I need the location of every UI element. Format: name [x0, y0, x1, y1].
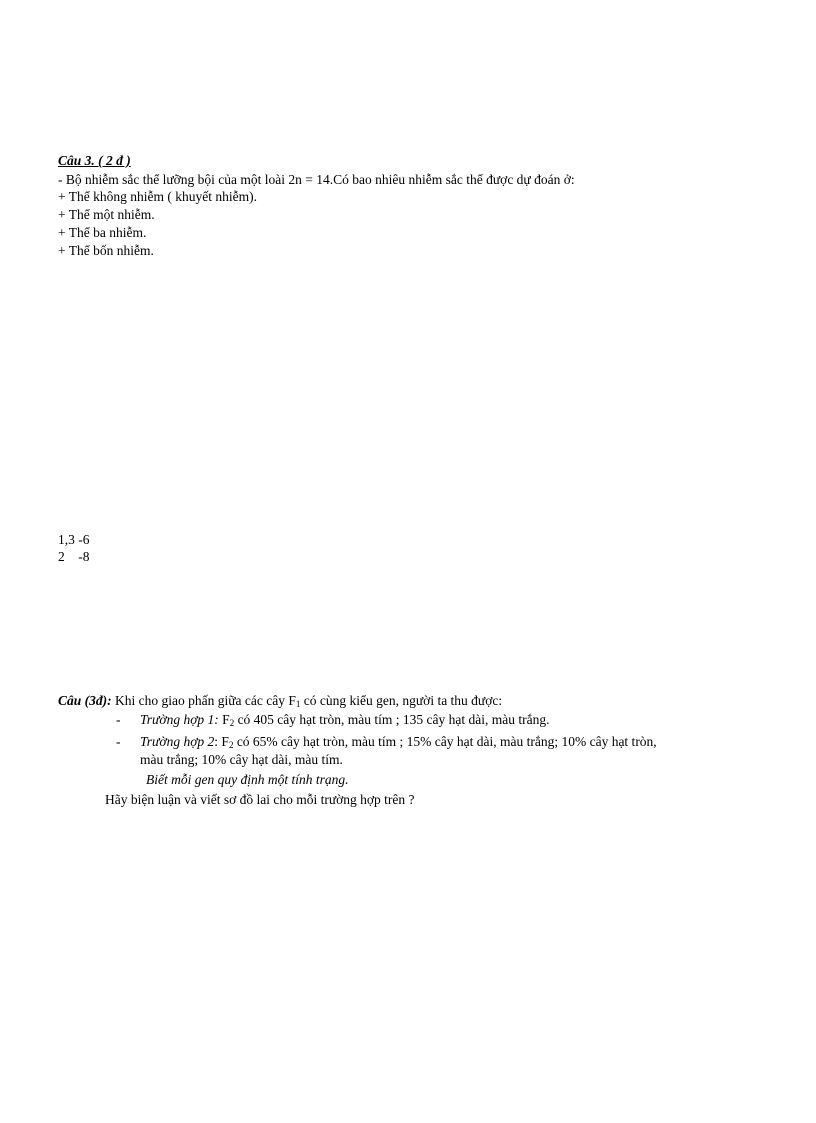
note-line: 1,3 -6 [58, 532, 90, 547]
question-3-item: + Thể ba nhiễm. [58, 225, 147, 240]
question-4-intro [58, 692, 502, 709]
note-line: 2 -8 [58, 549, 90, 564]
question-4-title: Câu (3đ): [58, 693, 112, 708]
case-text: có 405 cây hạt tròn, màu tím ; 135 cây hạt dài, màu trắng. [234, 712, 550, 727]
case-1-label: Trường hợp 1: [140, 712, 219, 727]
bullet-dash: - [116, 712, 121, 727]
question-3-item: + Thể không nhiễm ( khuyết nhiễm). [58, 189, 257, 204]
case-text: F [218, 712, 230, 727]
case-1 [140, 711, 549, 728]
question-3-intro: - Bộ nhiễm sắc thể lưỡng bội của một loài 2n = 14.Có bao nhiêu nhiễm sắc thể được dự đoán ở: [58, 172, 575, 187]
case-text: có 65% cây hạt tròn, màu tím ; 15% cây hạt dài, màu trắng; 10% cây hạt tròn, [233, 734, 657, 749]
question-4-task: Hãy biện luận và viết sơ đồ lai cho mỗi trường hợp trên ? [105, 792, 415, 807]
question-3-title: Câu 3. ( 2 đ ) [58, 153, 131, 168]
case-text: : F [214, 734, 229, 749]
note-text: Biết mỗi gen quy định một tính trạng. [146, 772, 349, 787]
question-4-note [146, 771, 348, 788]
case-2-continuation: màu trắng; 10% cây hạt dài, màu tím. [140, 752, 343, 767]
case-2 [140, 733, 657, 750]
intro-text: Khi cho giao phấn giữa các cây F [111, 693, 296, 708]
subscript: 2 [229, 718, 235, 728]
bullet-dash: - [116, 734, 121, 749]
case-2-label: Trường hợp 2 [140, 734, 215, 749]
subscript: 1 [295, 699, 301, 709]
question-3-item: + Thể một nhiễm. [58, 207, 155, 222]
subscript: 2 [228, 740, 234, 750]
intro-text: có cùng kiểu gen, người ta thu được: [300, 693, 503, 708]
question-3-item: + Thể bốn nhiễm. [58, 243, 154, 258]
